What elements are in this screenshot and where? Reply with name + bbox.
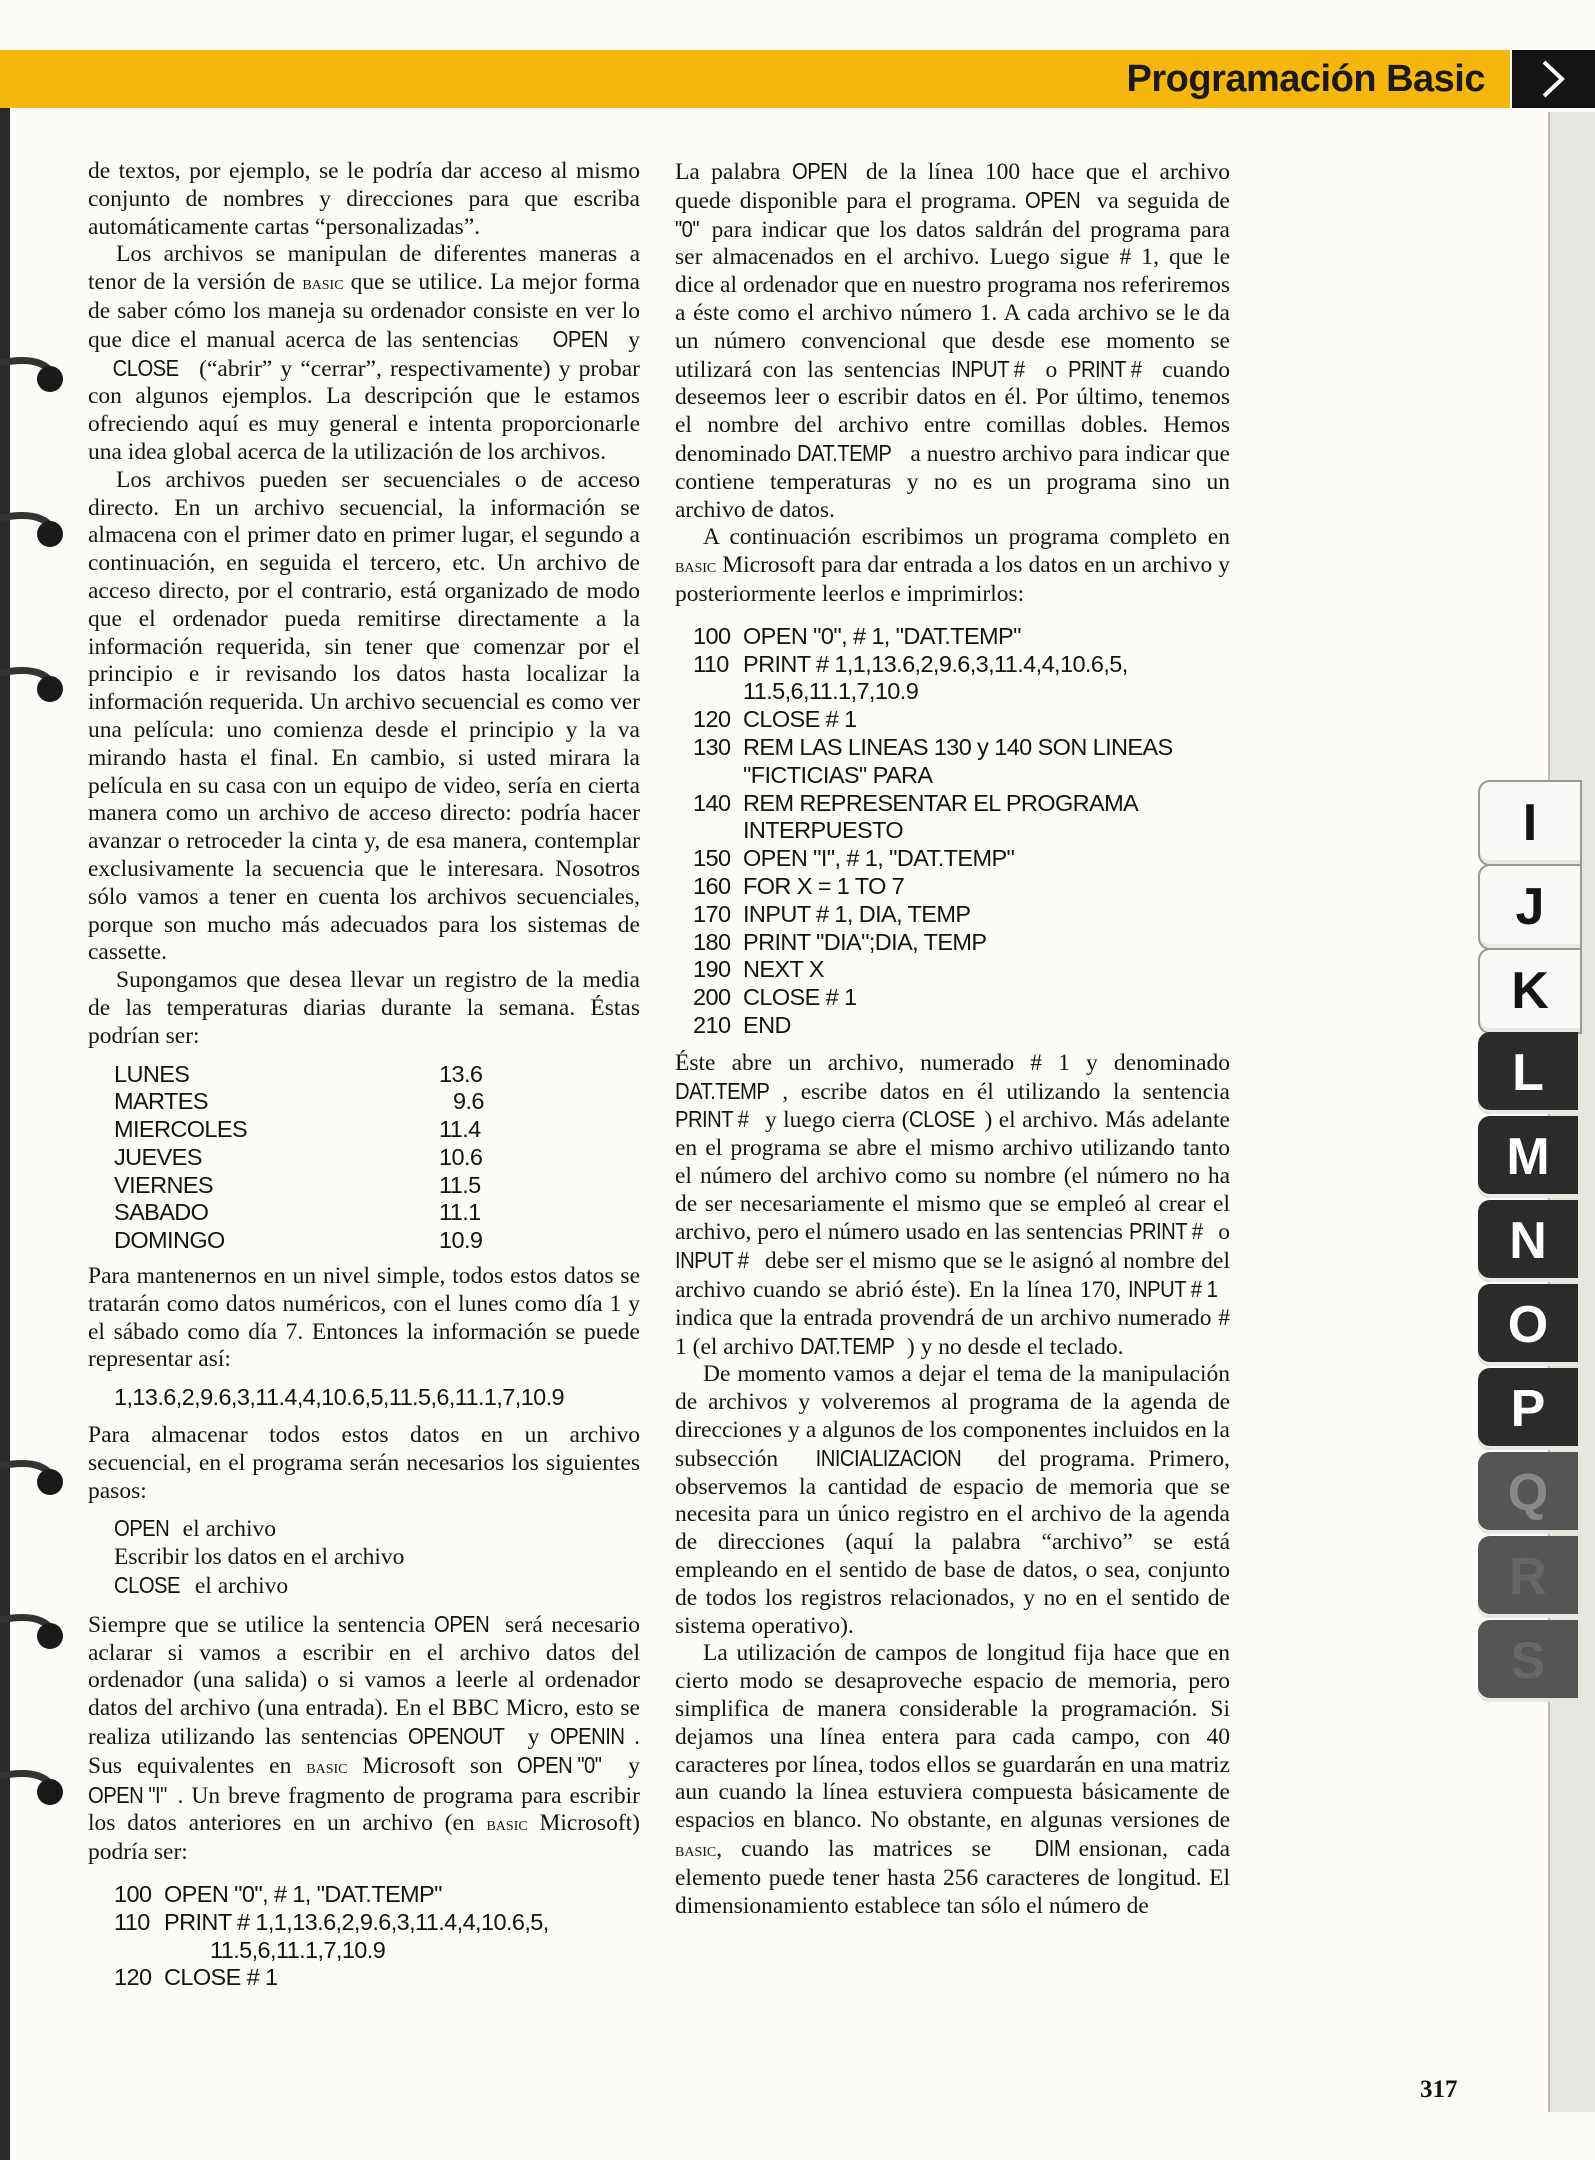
list-item: Escribir los datos en el archivo: [114, 1544, 405, 1571]
text: Siempre que se utilice la sentencia: [88, 1611, 434, 1638]
day: SABADO: [114, 1199, 209, 1226]
code-line: [693, 984, 1230, 1012]
keyword: OPEN: [552, 325, 608, 352]
code-text: CLOSE # 1: [743, 984, 857, 1011]
keyword: DAT.TEMP: [799, 1332, 895, 1359]
code-text: OPEN "I", # 1, "DAT.TEMP": [743, 845, 1015, 872]
code-line: [693, 873, 1230, 901]
day: MARTES: [114, 1088, 208, 1115]
temp: 11.1: [439, 1199, 481, 1226]
code-line: [693, 1012, 1230, 1040]
text: va seguida de: [1088, 187, 1230, 214]
text: La palabra: [675, 159, 792, 185]
code-line: [693, 734, 1230, 762]
binder-ring-icon: [0, 1458, 70, 1502]
day: LUNES: [114, 1060, 190, 1087]
line-number: 200: [693, 984, 731, 1011]
code-line: [693, 706, 1230, 734]
tab-n[interactable]: N: [1478, 1200, 1578, 1282]
page-title: Programación Basic: [1126, 58, 1485, 100]
line-number: 120: [114, 1964, 152, 1991]
text: Microsoft son: [347, 1752, 518, 1779]
text: el archivo: [176, 1516, 276, 1543]
paragraph: Los archivos pueden ser secuenciales o de acceso directo. En un archivo secuencial, la información se almacena con el primer dato en primer lugar, el segundo a continuación, en seguida el tercero, etc. Un archivo de acceso directo, por el contrario, está organizado de modo que el ordenador pueda remitirse directamente a la información requerida, sin tener que comenzar por el principio e ir revisando los datos hasta localizar la información requerida. Un archivo secuencial es como ver una película: uno comienza desde el principio y la va mirando hasta el final. En cambio, si usted mirara la película en su casa con un equipo de video, sería en cierta manera como un archivo de acceso directo: podría hacer avanzar o retroceder la cinta y, de esa manera, contemplar exclusivamente la secuencia que le interesara. Nosotros sólo vamos a tener en cuenta los archivos secuenciales, porque son mucho más adecuados para los sistemas de cassette.: [88, 466, 640, 966]
text: Microsoft) podría ser:: [88, 1810, 640, 1866]
keyword: DIM: [1034, 1835, 1071, 1862]
tab-j[interactable]: J: [1478, 864, 1582, 950]
line-number: [693, 678, 743, 706]
code-text: REM LAS LINEAS 130 y 140 SON LINEAS: [743, 733, 1173, 760]
text: (“abrir” y “cerrar”, respectivamente) y probar con algunos ejemplos. La descripción que le estamos ofreciendo aquí es muy general e intenta proporcionarle una idea global acerca de la utilización de los archivos.: [88, 355, 640, 465]
table-row: [114, 1088, 640, 1116]
page-number: 317: [1420, 2076, 1458, 2103]
table-row: [114, 1227, 640, 1255]
basic-term: basic: [486, 1813, 528, 1836]
text-column-right: [675, 158, 1230, 1920]
line-number: 180: [693, 928, 731, 955]
line-number: 150: [693, 845, 731, 872]
line-number: 100: [693, 622, 731, 649]
text: La utilización de campos de longitud fija hace que en cierto modo se desaproveche espacio de memoria, pero simplifica de manera considerable la programación. Si dejamos una línea entera para cada campo, con 40 caracteres por línea, todos ellos se guardarán en una matriz aun cuando la línea estuviera compuesta básicamente de espacios en blanco. No obstante, en algunas versiones de: [675, 1640, 1230, 1834]
day: MIERCOLES: [114, 1116, 248, 1143]
temp: 11.4: [439, 1116, 481, 1143]
keyword: OPEN: [791, 158, 847, 184]
next-page-button[interactable]: [1512, 50, 1595, 108]
text: Microsoft para dar entrada a los datos en un archivo y posteriormente leerlos e imprimirlos:: [675, 552, 1230, 607]
code-text: FOR X = 1 TO 7: [743, 872, 905, 899]
text: ) y no desde el teclado.: [906, 1333, 1124, 1360]
day: JUEVES: [114, 1143, 202, 1170]
code-text: PRINT "DIA";DIA, TEMP: [743, 928, 987, 955]
keyword: DAT.TEMP: [675, 1077, 770, 1104]
text: para indicar que los datos saldrán del programa para ser almacenados en el archivo. Luego sigue: [675, 216, 1230, 271]
line-number: 110: [693, 650, 729, 677]
code-line: [693, 678, 1230, 706]
code-line: [693, 651, 1230, 679]
tab-q[interactable]: Q: [1478, 1452, 1578, 1534]
temp: 10.6: [439, 1143, 483, 1170]
text: y luego cierra (: [758, 1107, 910, 1134]
paragraph: [675, 1361, 1230, 1640]
text: . Sus equivalentes en: [88, 1724, 640, 1779]
code-text: "FICTICIAS" PARA: [743, 761, 933, 788]
code-listing: [114, 1881, 640, 1992]
text: Los archivos se manipulan de diferentes maneras a tenor de la versión de: [88, 241, 640, 296]
line-number: 140: [693, 789, 731, 816]
table-row: [114, 1172, 640, 1200]
temperature-table: [114, 1061, 640, 1256]
keyword: "0": [675, 215, 700, 242]
tab-k[interactable]: K: [1478, 948, 1582, 1034]
table-row: [114, 1061, 640, 1089]
code-line: [114, 1881, 640, 1909]
text: Éste abre un archivo, numerado # 1 y denominado: [675, 1049, 1230, 1076]
code-text: NEXT X: [743, 956, 824, 983]
keyword: INPUT #: [951, 355, 1025, 382]
code-text: OPEN "0", # 1, "DAT.TEMP": [164, 1881, 442, 1908]
text: De momento vamos a dejar el tema de la manipulación de archivos y volveremos al programa de la agenda de direcciones y a algunos de los componentes incluidos en la subsección: [675, 1361, 1230, 1472]
code-text: INPUT # 1, DIA, TEMP: [743, 900, 971, 927]
keyword: INPUT # 1: [1128, 1276, 1218, 1303]
keyword: OPEN: [1025, 186, 1081, 213]
code-line: [693, 901, 1230, 929]
text: que se utilice. La mejor forma de saber cómo los maneja su ordenador consiste en ver lo que dice el manual acerca de las sentencias: [88, 269, 640, 353]
binder-ring-icon: [0, 510, 70, 554]
text: ensionan, cada elemento puede tener hasta 256 caracteres de longitud. El dimensionamiento establece tan sólo el número de: [675, 1836, 1231, 1919]
text: y: [618, 326, 640, 353]
code-line: [693, 623, 1230, 651]
paragraph: [88, 1611, 640, 1867]
code-text: PRINT # 1,1,13.6,2,9.6,3,11.4,4,10.6,5,: [164, 1908, 549, 1935]
code-text: CLOSE # 1: [743, 706, 857, 733]
chevron-right-icon: [1538, 58, 1568, 100]
tab-o[interactable]: O: [1478, 1284, 1578, 1366]
text: y: [517, 1724, 550, 1751]
binder-ring-icon: [0, 355, 70, 399]
line-number: 160: [693, 872, 731, 899]
code-text: REM REPRESENTAR EL PROGRAMA: [743, 789, 1139, 816]
keyword: OPEN: [114, 1515, 170, 1542]
paragraph: Para mantenernos en un nivel simple, todos estos datos se tratarán como datos numéricos, con el lunes como día 1 y el sábado como día 7. Entonces la información se puede representar así:: [88, 1263, 640, 1373]
keyword: CLOSE: [114, 1572, 180, 1599]
tab-p[interactable]: P: [1478, 1368, 1578, 1450]
table-row: [114, 1199, 640, 1227]
list-item: [114, 1515, 640, 1544]
line-number: [114, 1937, 164, 1965]
paragraph: [88, 241, 640, 466]
keyword: PRINT #: [1067, 355, 1142, 382]
line-number: 110: [114, 1908, 150, 1935]
code-line: [114, 1937, 640, 1965]
text: , escribe datos en él utilizando la sentencia: [782, 1078, 1230, 1105]
code-listing: [693, 623, 1230, 1040]
basic-term: basic: [675, 555, 717, 578]
code-text: END: [743, 1011, 791, 1038]
text: o: [1034, 356, 1068, 383]
code-line: [693, 817, 1230, 845]
table-row: [114, 1116, 640, 1144]
keyword: OPEN "0": [517, 1751, 602, 1778]
binder-spine: [0, 108, 10, 2160]
tab-i[interactable]: I: [1478, 780, 1582, 866]
text: , cuando las matrices se: [716, 1836, 1011, 1863]
keyword: PRINT #: [675, 1106, 749, 1133]
keyword: OPEN "I": [88, 1781, 167, 1808]
text: a nuestro archivo para indicar que contiene temperaturas y no es un programa sino un archivo de datos.: [675, 440, 1230, 523]
temp: 10.9: [439, 1227, 483, 1254]
text: o: [1212, 1219, 1230, 1246]
text: indica que la entrada provendrá de un archivo numerado # 1 (el archivo: [675, 1304, 1230, 1360]
keyword: OPEN: [433, 1610, 489, 1637]
paragraph: [675, 1640, 1230, 1920]
binder-ring-icon: [0, 1768, 70, 1812]
code-text: OPEN "0", # 1, "DAT.TEMP": [743, 622, 1021, 649]
table-row: [114, 1144, 640, 1172]
keyword: OPENIN: [549, 1723, 624, 1750]
code-text: 11.5,6,11.1,7,10.9: [743, 678, 919, 705]
text: será necesario aclarar si vamos a escribir en el archivo datos del ordenador (una salida) o si vamos a leerle al ordenador datos del archivo (una entrada). En el BBC Micro, esto se realiza utilizando las sentencias: [88, 1611, 640, 1751]
tab-r[interactable]: R: [1478, 1536, 1578, 1618]
code-text: CLOSE # 1: [164, 1964, 278, 1991]
temp: 9.6: [453, 1088, 484, 1115]
basic-term: basic: [302, 272, 344, 295]
keyword: INICIALIZACION: [815, 1444, 962, 1471]
line-number: [693, 817, 743, 845]
paragraph: [675, 1050, 1230, 1362]
list-item: [114, 1572, 640, 1601]
text: cuando deseemos leer o escribir datos en él. Por último, tenemos el nombre del archivo entre comillas dobles. Hemos denominado: [675, 356, 1230, 467]
line-number: 130: [693, 733, 731, 760]
keyword: PRINT #: [1128, 1218, 1203, 1245]
line-number: 190: [693, 956, 731, 983]
day: DOMINGO: [114, 1227, 225, 1254]
code-line: [693, 845, 1230, 873]
paragraph: [675, 524, 1230, 608]
line-number: 170: [693, 900, 731, 927]
steps-list: [114, 1515, 640, 1600]
text: , que le dice al ordenador que en nuestro programa nos referiremos a éste como el archivo número 1. A cada archivo se le da un número convencional que desde ese momento se utilizará con las sentencias: [675, 244, 1230, 383]
code-line: [693, 762, 1230, 790]
text: y: [613, 1752, 641, 1779]
tab-m[interactable]: M: [1478, 1116, 1578, 1198]
basic-term: basic: [675, 1839, 717, 1862]
text: el archivo: [188, 1573, 289, 1600]
code-line: [693, 790, 1230, 818]
temp: 13.6: [439, 1060, 483, 1087]
keyword: CLOSE: [909, 1106, 976, 1133]
keyword: DAT.TEMP: [797, 439, 892, 466]
data-line: 1,13.6,2,9.6,3,11.4,4,10.6,5,11.5,6,11.1,7,10.9: [114, 1384, 565, 1411]
line-number: 100: [114, 1881, 152, 1908]
tab-l[interactable]: L: [1478, 1032, 1578, 1114]
day: VIERNES: [114, 1171, 213, 1198]
code-text: 11.5,6,11.1,7,10.9: [210, 1936, 386, 1963]
temp: 11.5: [439, 1171, 481, 1198]
code-line: [693, 929, 1230, 957]
code-text: INTERPUESTO: [743, 817, 904, 844]
keyword: # 1: [1119, 244, 1154, 271]
text-column-left: [88, 158, 640, 2002]
tab-s[interactable]: S: [1478, 1620, 1578, 1702]
line-number: 210: [693, 1011, 731, 1038]
basic-term: basic: [306, 1755, 348, 1778]
text: A continuación escribimos un programa completo en: [703, 524, 1230, 551]
line-number: [693, 762, 743, 790]
line-number: 120: [693, 706, 731, 733]
paragraph: Supongamos que desea llevar un registro de la media de las temperaturas diarias durante la semana. Éstas podrían ser:: [88, 967, 640, 1049]
binder-ring-icon: [0, 1612, 70, 1656]
keyword: INPUT #: [675, 1247, 749, 1274]
binder-ring-icon: [0, 665, 70, 709]
code-line: [114, 1964, 640, 1992]
keyword: CLOSE: [112, 354, 179, 381]
code-line: [114, 1909, 640, 1937]
text: debe ser el mismo que se le asignó al nombre del archivo cuando se abrió éste). En la línea 170,: [675, 1248, 1230, 1304]
paragraph: Para almacenar todos estos datos en un archivo secuencial, en el programa serán necesarios los siguientes pasos:: [88, 1422, 640, 1504]
code-text: PRINT # 1,1,13.6,2,9.6,3,11.4,4,10.6,5,: [743, 650, 1128, 677]
text: de la línea 100 hace que el archivo quede disponible para el programa.: [675, 159, 1230, 214]
paragraph: [675, 158, 1230, 524]
text: . Un breve fragmento de programa para escribir los datos anteriores en un archivo (en: [88, 1782, 640, 1837]
keyword: OPENOUT: [407, 1723, 505, 1750]
text: del programa. Primero, observemos la cantidad de espacio de memoria que se necesita para un único registro en el archivo de la agenda de direcciones (aquí la palabra “archivo” se está empleando en el sentido de base de datos, o sea, conjunto de todos los registros relacionados, y no en el sentido de sistema operativo).: [675, 1445, 1230, 1639]
text: ) el archivo. Más adelante en el programa se abre el mismo archivo utilizando tanto el número del archivo como su nombre (el número no ha de ser necesariamente el mismo que se empleó al crear el archivo, pero el número usado en las sentencias: [675, 1107, 1230, 1246]
paragraph: de textos, por ejemplo, se le podría dar acceso al mismo conjunto de nombres y direcciones para que escriba automáticamente cartas “personalizadas”.: [88, 158, 640, 240]
code-line: [693, 956, 1230, 984]
